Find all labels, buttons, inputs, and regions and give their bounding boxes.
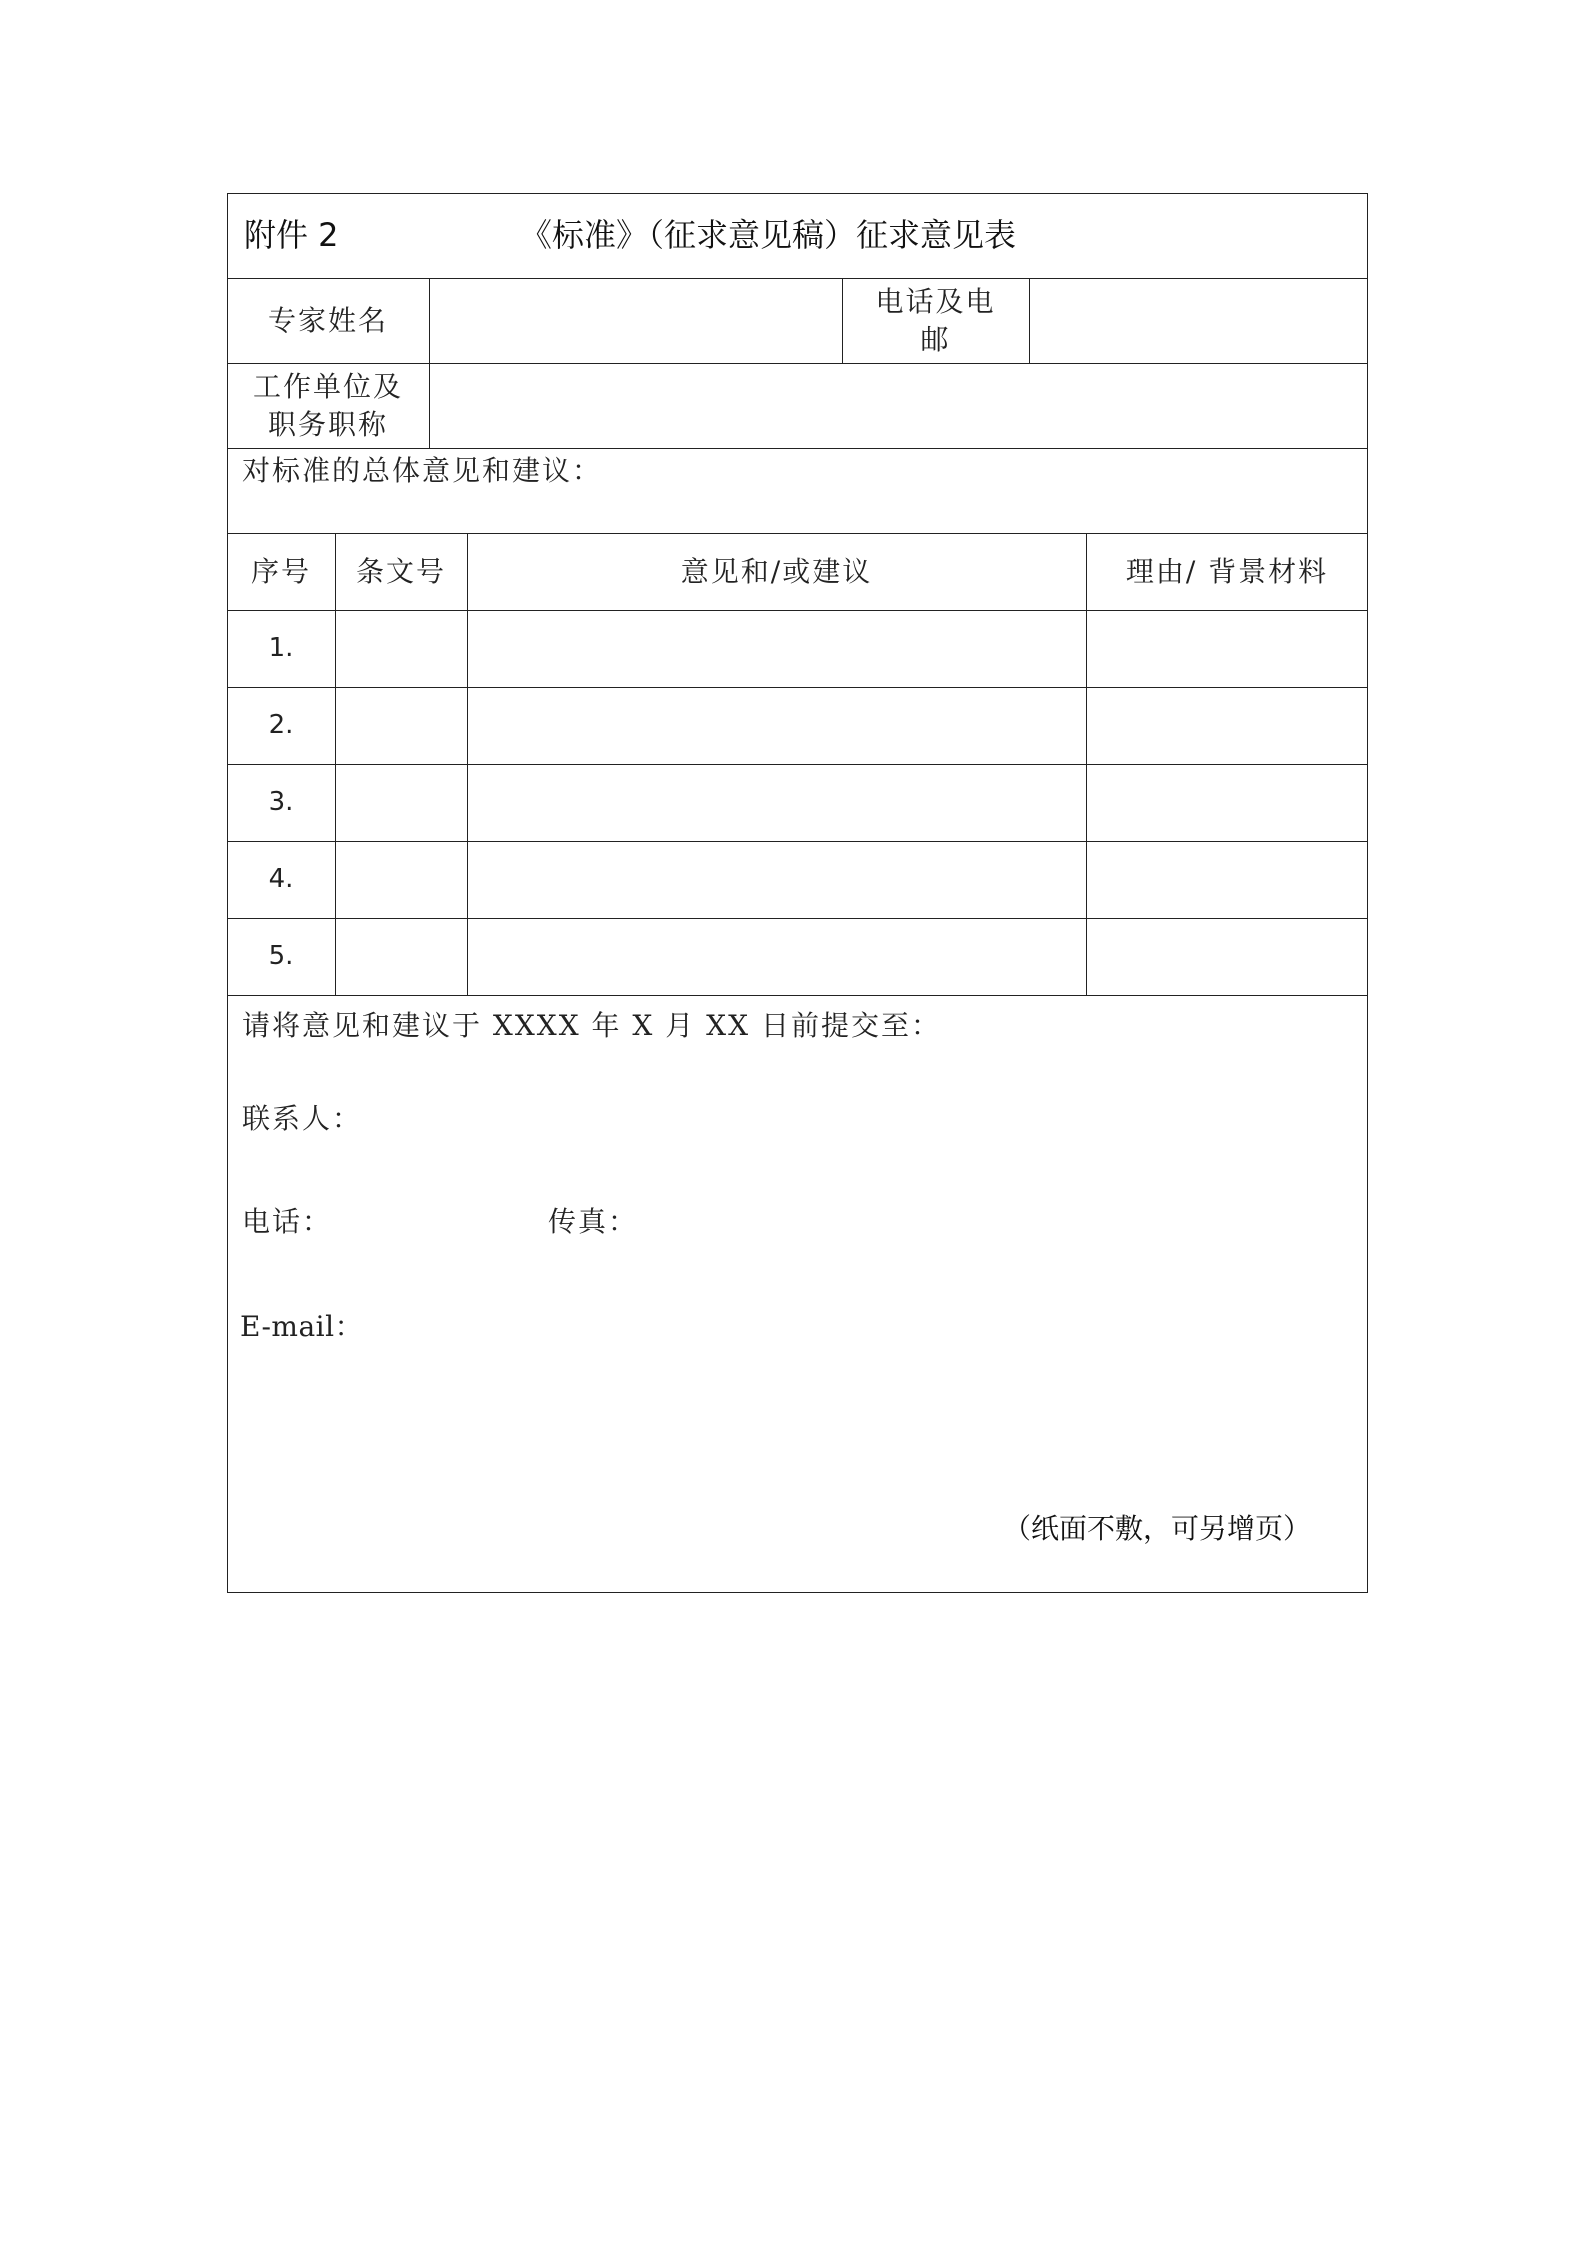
phone-label: 电话： [242, 1205, 333, 1238]
col-header-clause: 条文号 [355, 554, 446, 588]
expert-name-field[interactable] [431, 280, 841, 361]
column-divider [1029, 278, 1030, 363]
col-header-reason: 理由/ 背景材料 [1125, 554, 1329, 588]
clause-cells[interactable] [337, 612, 465, 993]
opinion-cells[interactable] [469, 612, 1084, 993]
col-header-index: 序号 [250, 554, 311, 588]
org-title-field[interactable] [431, 365, 1366, 446]
column-divider [429, 278, 430, 448]
submit-instruction: 请将意见和建议于 XXXX 年 X 月 XX 日前提交至： [242, 1009, 941, 1042]
table-row-index: 3. [268, 786, 294, 817]
row-divider [227, 448, 1368, 449]
table-row-index: 5. [268, 940, 294, 971]
fax-label: 传真： [548, 1205, 639, 1238]
overall-opinion-label: 对标准的总体意见和建议： [242, 454, 603, 487]
table-row-index: 1. [268, 632, 294, 663]
contact-person-label: 联系人： [242, 1102, 363, 1135]
table-row-index: 4. [268, 863, 294, 894]
col-header-opinion: 意见和/或建议 [680, 554, 873, 588]
expert-name-label: 专家姓名 [267, 303, 388, 337]
table-row-index: 2. [268, 709, 294, 740]
org-title-label: 工作单位及 职务职称 [252, 369, 403, 441]
form-title: 《标准》（征求意见稿）征求意见表 [520, 216, 1017, 254]
page-note: （纸面不敷，可另增页） [1003, 1512, 1312, 1545]
row-divider [227, 610, 1368, 611]
attachment-label: 附件 2 [244, 216, 339, 254]
row-divider [227, 995, 1368, 996]
overall-opinion-field[interactable] [229, 490, 1366, 531]
reason-cells[interactable] [1088, 612, 1366, 993]
email-label: E-mail： [240, 1310, 364, 1343]
phone-email-label: 电话及电 邮 [875, 284, 996, 356]
phone-email-field[interactable] [1031, 280, 1366, 361]
